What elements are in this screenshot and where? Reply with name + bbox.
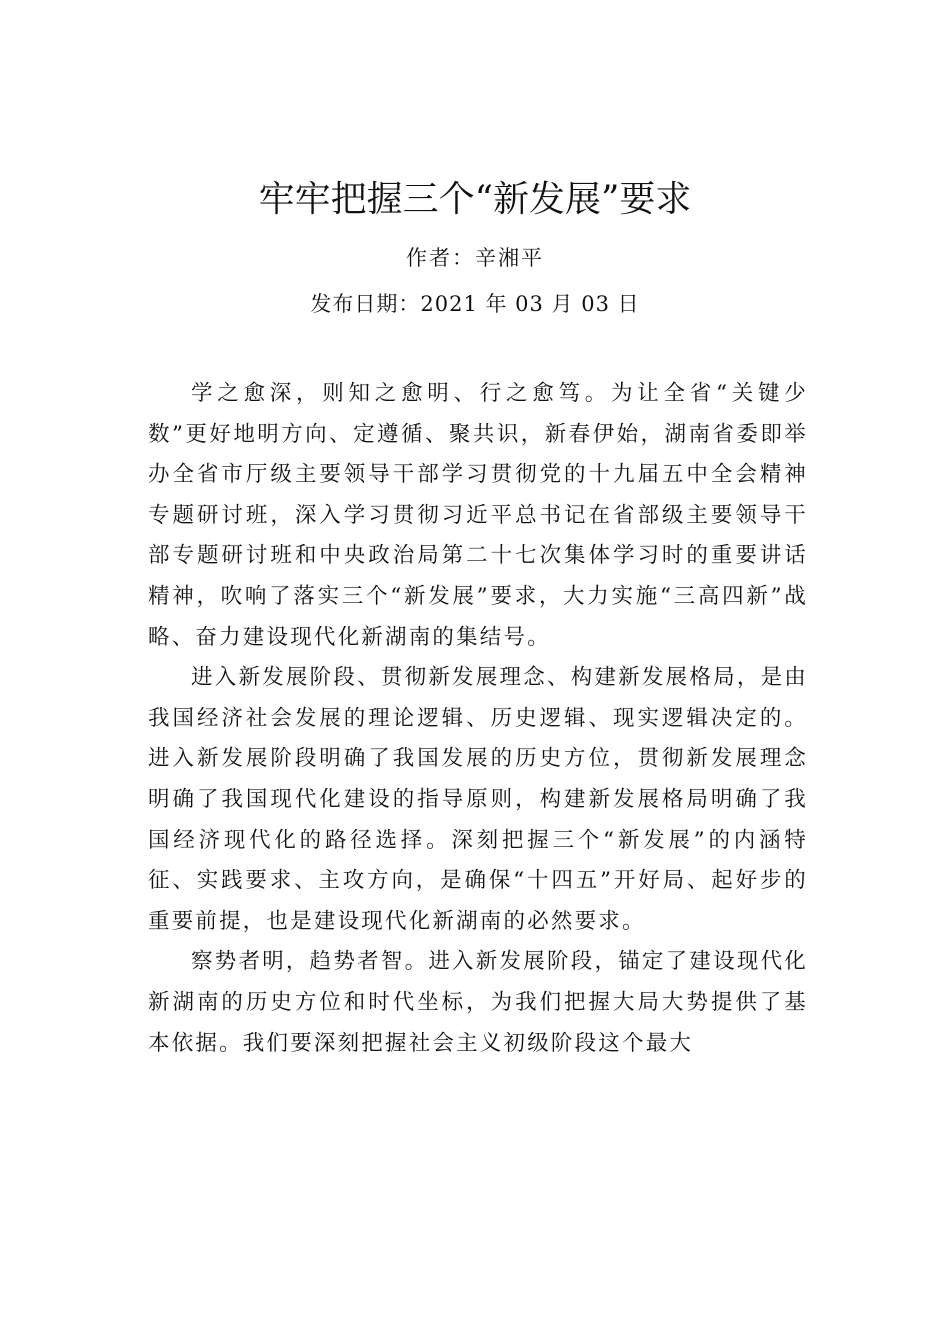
paragraph-1: 学之愈深，则知之愈明、行之愈笃。为让全省“关键少数”更好地明方向、定遵循、聚共识，新春伊始，湖南省委即举办全省市厅级主要领导干部学习贯彻党的十九届五中全会精神专题研讨班，深入学习贯彻习近平总书记在省部级主要领导干部专题研讨班和中央政治局第二十七次集体学习时的重要讲话精神，吹响了落实三个“新发展”要求，大力实施“三高四新”战略、奋力建设现代化新湖南的集结号。 bbox=[148, 381, 808, 650]
document-title: 牢牢把握三个“新发展”要求 bbox=[258, 179, 692, 220]
paragraph-3: 察势者明，趋势者智。进入新发展阶段，锚定了建设现代化新湖南的历史方位和时代坐标，为我们把握大局大势提供了基本依据。我们要深刻把握社会主义初级阶段这个最大 bbox=[148, 949, 808, 1056]
publish-date-line: 发布日期：2021 年 03 月 03 日 bbox=[310, 292, 640, 316]
author-line: 作者：辛湘平 bbox=[406, 246, 544, 270]
paragraph-2: 进入新发展阶段、贯彻新发展理念、构建新发展格局，是由我国经济社会发展的理论逻辑、历史逻辑、现实逻辑决定的。进入新发展阶段明确了我国发展的历史方位，贯彻新发展理念明确了我国现代化建设的指导原则，构建新发展格局明确了我国经济现代化的路径选择。深刻把握三个“新发展”的内涵特征、实践要求、主攻方向，是确保“十四五”开好局、起好步的重要前提，也是建设现代化新湖南的必然要求。 bbox=[148, 665, 808, 934]
article-body bbox=[148, 374, 808, 1064]
